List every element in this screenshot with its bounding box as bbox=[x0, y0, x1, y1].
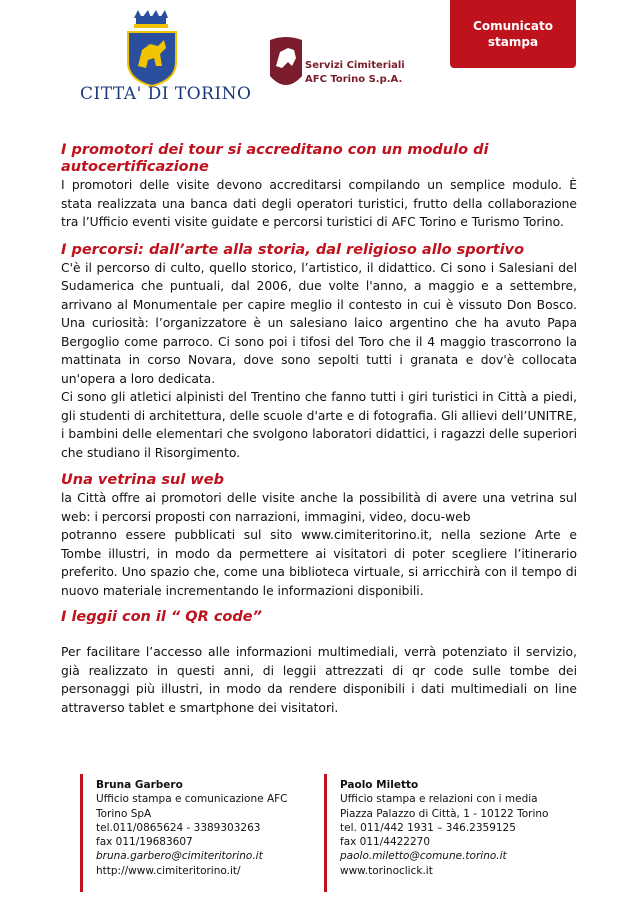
contact-divider bbox=[80, 774, 83, 892]
paragraph: Per facilitare l’accesso alle informazioni multimediali, verrà potenziato il servizio, già realizzato in questi anni, di leggii attrezzati di qr code sulle tombe dei personaggi più illustri, in modo da rendere disponibili i dati multimediali on line attraverso tablet e smartphone dei visitatori. bbox=[61, 645, 577, 715]
afc-name: Servizi Cimiteriali bbox=[305, 60, 405, 71]
contact-fax: fax 011/19683607 bbox=[96, 836, 193, 849]
contact-address: Piazza Palazzo di Città, 1 - 10122 Torino bbox=[340, 807, 549, 820]
contact-tel: tel. 011/442 1931 – 346.2359125 bbox=[340, 821, 516, 834]
contact-website[interactable]: http://www.cimiteritorino.it/ bbox=[96, 864, 241, 877]
section-heading: I percorsi: dall’arte alla storia, dal religioso allo sportivo bbox=[61, 241, 525, 258]
contact-paolo-miletto bbox=[340, 778, 548, 878]
paragraph: I promotori delle visite devono accreditarsi compilando un semplice modulo. È stata realizzata una banca dati degli operatori turistici, frutto della collaborazione tra l’Ufficio eventi visite guidate e percorsi turistici di AFC Torino e Turismo Torino. bbox=[61, 178, 577, 229]
section-heading: I leggii con il “ QR code” bbox=[61, 609, 262, 625]
contact-website[interactable]: www.torinoclick.it bbox=[340, 864, 433, 877]
paragraph: potranno essere pubblicati sul sito www.cimiteritorino.it, nella sezione Arte e Tombe illustri, in modo da permettere ai visitatori di poter scegliere l’itinerario preferito. Uno spazio che, come una biblioteca virtuale, si arricchirà con il tempo di nuovo materiale incrementando le informazioni disponibili. bbox=[61, 528, 577, 598]
contact-name: Paolo Miletto bbox=[340, 779, 419, 791]
paragraph: la Città offre ai promotori delle visite anche la possibilità di avere una vetrina sul web: i percorsi proposti con narrazioni, immagini, video, docu-web bbox=[61, 491, 577, 524]
contact-org: Torino SpA bbox=[96, 807, 152, 820]
paragraph: C'è il percorso di culto, quello storico, l’artistico, il didattico. Ci sono i Salesiani del Sudamerica che puntuali, dal 2006, due volte l'anno, a maggio e a settembre, arrivano al Monumentale per capire meglio il contesto in cui è vissuto Don Bosco. Una curiosità: l’organizzatore è un salesiano laico argentino che ha avuto Papa Bergoglio come parroco. Ci sono poi i tifosi del Toro che il 4 maggio trascorrono la mattinata in corso Novara, dove sono sepolti tutti i granata e dov'è collocata un'opera a loro dedicata. bbox=[61, 260, 577, 386]
contact-fax: fax 011/4422270 bbox=[340, 836, 431, 849]
afc-company: AFC Torino S.p.A. bbox=[305, 74, 403, 85]
paragraph: Ci sono gli atletici alpinisti del Trentino che fanno tutti i giri turistici in Città a piedi, gli studenti di architettura, delle scuole d'arte e di fotografia. Gli allievi dell’UNITRE, i bambini delle elementari che svolgono laboratori didattici, i ragazzi delle superiori che studiano il Risorgimento. bbox=[61, 390, 577, 460]
contact-bruna-garbero bbox=[96, 778, 288, 878]
shield-icon bbox=[128, 32, 176, 86]
contact-divider bbox=[324, 774, 327, 892]
contact-tel: tel.011/0865624 - 3389303263 bbox=[96, 821, 261, 834]
city-name: CITTA' DI TORINO bbox=[80, 84, 252, 104]
crown-icon bbox=[134, 10, 168, 28]
contact-email[interactable]: bruna.garbero@cimiteritorino.it bbox=[96, 850, 263, 863]
contact-role: Ufficio stampa e relazioni con i media bbox=[340, 793, 538, 806]
contact-name: Bruna Garbero bbox=[96, 779, 183, 791]
contact-role: Ufficio stampa e comunicazione AFC bbox=[96, 793, 288, 806]
badge-line-2: stampa bbox=[487, 35, 539, 49]
press-release-badge bbox=[450, 0, 576, 68]
contact-email[interactable]: paolo.miletto@comune.torino.it bbox=[340, 850, 507, 863]
article-body bbox=[61, 142, 577, 717]
section-heading: I promotori dei tour si accreditano con un modulo di autocertificazione bbox=[61, 142, 489, 175]
badge-line-1: Comunicato bbox=[473, 19, 553, 33]
section-heading: Una vetrina sul web bbox=[61, 472, 225, 488]
